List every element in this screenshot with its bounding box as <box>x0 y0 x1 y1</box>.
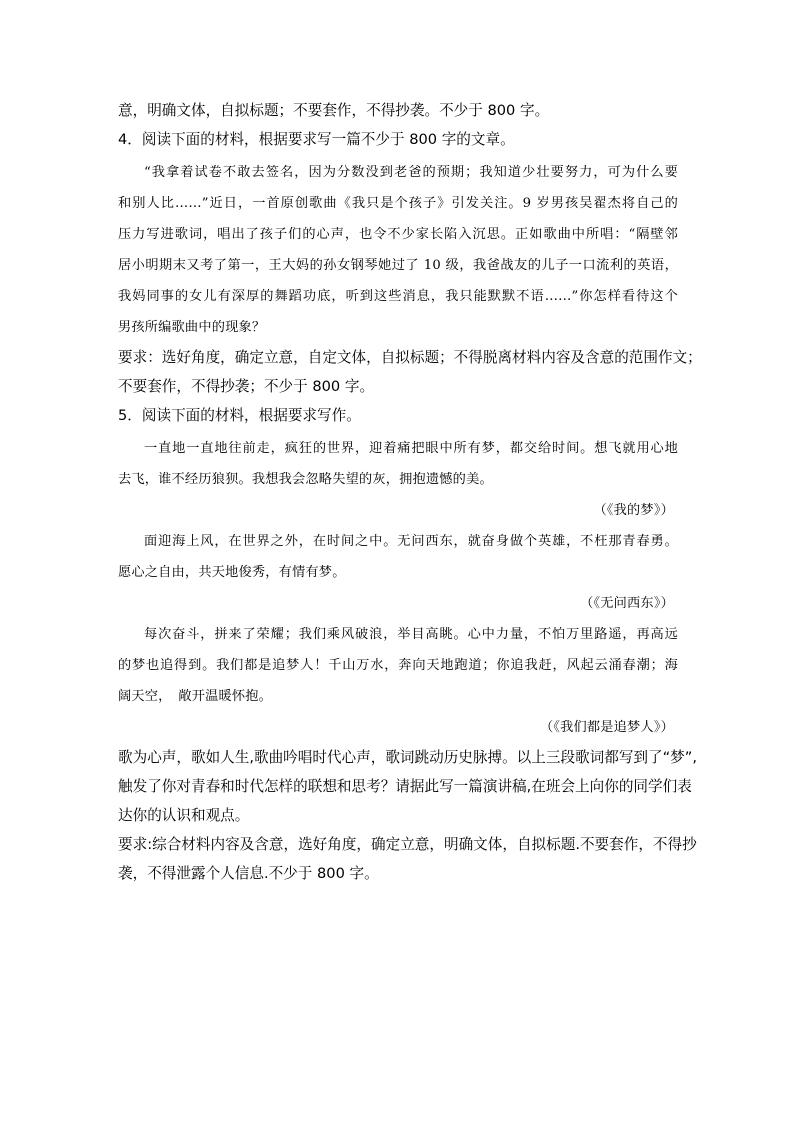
lyric-line: 一直地一直地往前走，疯狂的世界，迎着痛把眼中所有梦，都交给时间。想飞就用心地 <box>144 441 678 456</box>
song-source: （《我们都是追梦人》） <box>539 720 674 735</box>
text-line: 意，明确文体，自拟标题；不要套作，不得抄袭。不少于 800 字。 <box>118 102 550 119</box>
material-quote-line: 居小明期末又考了第一，王大妈的孙女钢琴她过了 10 级，我爸战友的儿子一口流利的英语， <box>118 258 678 273</box>
requirement-line: 袭，不得泄露个人信息.不少于 800 字。 <box>118 865 379 882</box>
lyric-line: 面迎海上风，在世界之外，在时间之中。无问西东，就奋身做个英雄，不枉那青春勇。 <box>144 534 678 549</box>
question-4-heading: 4．阅读下面的材料，根据要求写一篇不少于 800 字的文章。 <box>118 131 515 148</box>
material-quote-line: 我妈同事的女儿有深厚的舞蹈功底，听到这些消息，我只能默默不语……”你怎样看待这个 <box>118 289 678 304</box>
material-quote-line: 压力写进歌词，唱出了孩子们的心声，也令不少家长陷入沉思。正如歌曲中所唱：“隔壁邻 <box>118 227 678 242</box>
prompt-line: 歌为心声，歌如人生,歌曲吟唱时代心声，歌词跳动历史脉搏。以上三段歌词都写到了“梦”, <box>118 749 697 766</box>
material-quote-line: 和别人比……”近日，一首原创歌曲《我只是个孩子》引发关注。9 岁男孩吴翟杰将自己的 <box>118 196 678 211</box>
lyric-line: 阔天空， 敞开温暖怀抱。 <box>118 689 273 704</box>
song-source: （《无问西东》） <box>580 596 674 611</box>
requirement-line: 要求：选好角度，确定立意，自定文体，自拟标题；不得脱离材料内容及含意的范围作文； <box>118 349 702 366</box>
lyric-line: 每次奋斗，拼来了荣耀；我们乘风破浪，举目高眺。心中力量，不怕万里路遥，再高远 <box>144 627 678 642</box>
material-quote-line: “我拿着试卷不敢去签名，因为分数没到老爸的预期；我知道少壮要努力，可为什么要 <box>144 165 678 180</box>
lyric-line: 去飞，谁不经历狼狈。我想我会忽略失望的灰，拥抱遗憾的美。 <box>118 472 493 487</box>
question-5-heading: 5．阅读下面的材料，根据要求写作。 <box>118 407 361 424</box>
song-source: （《我的梦》） <box>593 503 674 518</box>
requirement-line: 要求:综合材料内容及含意，选好角度，确定立意，明确文体，自拟标题.不要套作，不得抄 <box>118 836 697 853</box>
material-quote-line: 男孩所编歌曲中的现象？ <box>118 320 266 335</box>
lyric-line: 愿心之自由，共天地俊秀，有情有梦。 <box>118 565 346 580</box>
prompt-line: 达你的认识和观点。 <box>118 807 250 824</box>
prompt-line: 触发了你对青春和时代怎样的联想和思考？请据此写一篇演讲稿,在班会上向你的同学们表 <box>118 778 692 795</box>
requirement-line: 不要套作，不得抄袭；不少于 800 字。 <box>118 378 375 395</box>
lyric-line: 的梦也追得到。我们都是追梦人！千山万水，奔向天地跑道；你追我赶，风起云涌春潮；海 <box>118 658 678 673</box>
document-page <box>118 96 702 888</box>
